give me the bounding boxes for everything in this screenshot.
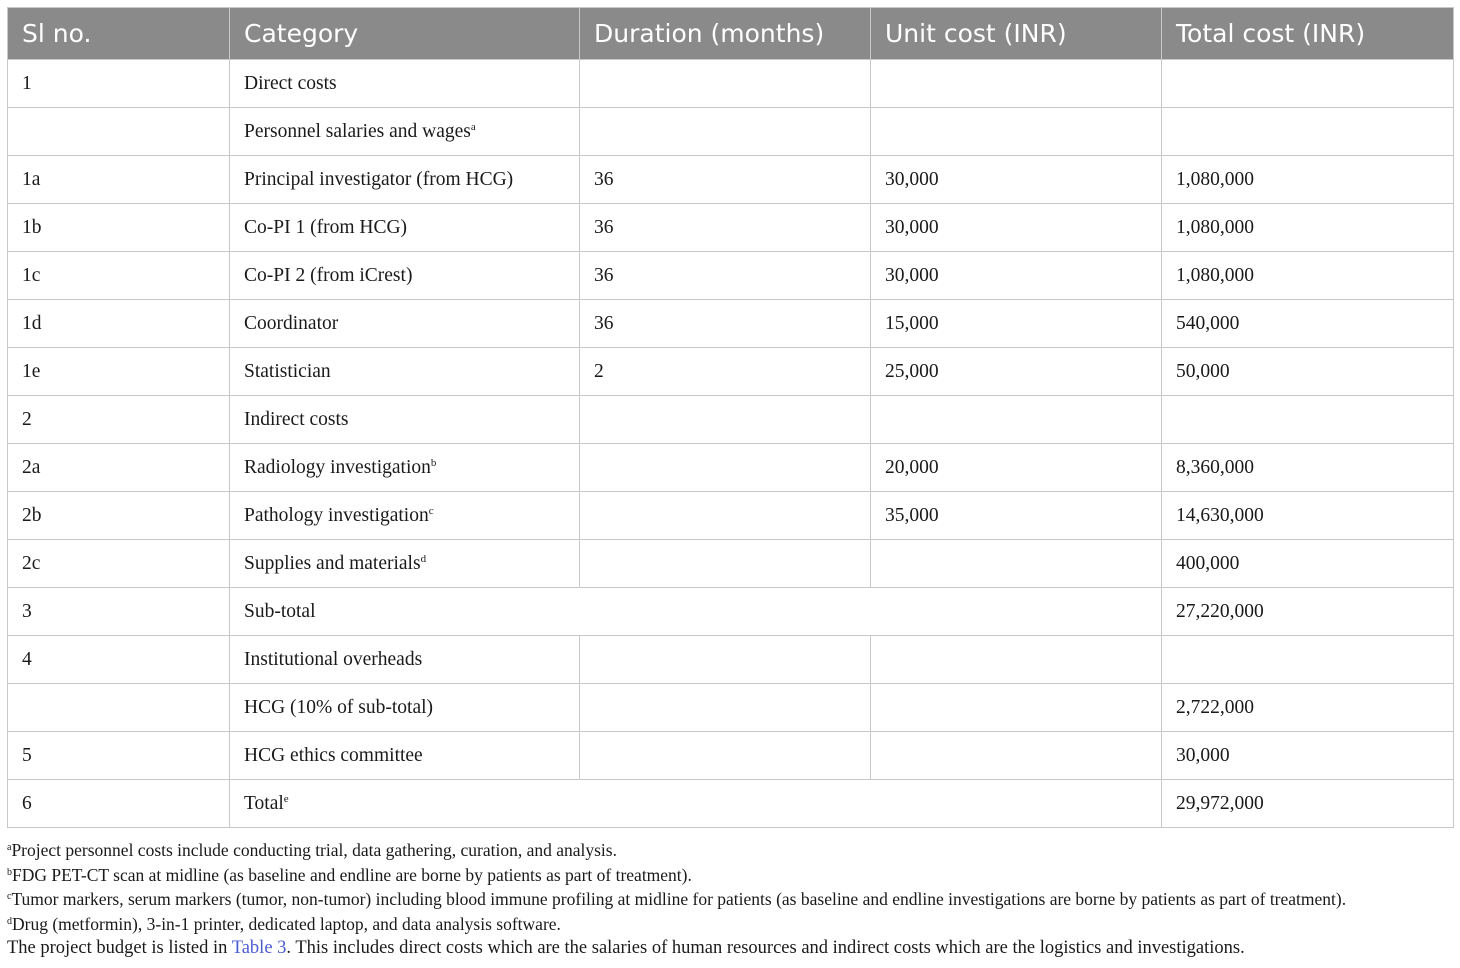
table-row bbox=[8, 108, 1454, 156]
cell-unit-cost bbox=[871, 732, 1162, 780]
cell-sl-no: 2c bbox=[8, 540, 230, 588]
cell-duration: 2 bbox=[580, 348, 871, 396]
cell-duration bbox=[580, 732, 871, 780]
cell-sl-no: 2 bbox=[8, 396, 230, 444]
footnote-text: Drug (metformin), 3-in-1 printer, dedicated laptop, and data analysis software. bbox=[12, 913, 561, 934]
budget-table bbox=[7, 7, 1454, 828]
category-text: HCG (10% of sub-total) bbox=[244, 696, 434, 718]
category-text: Coordinator bbox=[244, 312, 339, 334]
footnote-text: FDG PET-CT scan at midline (as baseline and endline are borne by patients as part of treatment). bbox=[12, 864, 692, 885]
table-row bbox=[8, 540, 1454, 588]
cell-sl-no bbox=[8, 684, 230, 732]
table-header-row bbox=[8, 8, 1454, 60]
header-duration: Duration (months) bbox=[580, 8, 871, 60]
footnote-marker: a bbox=[470, 120, 476, 133]
category-text: Co-PI 1 (from HCG) bbox=[244, 216, 408, 238]
cell-category bbox=[230, 396, 580, 444]
table-body bbox=[8, 60, 1454, 828]
header-unit-cost: Unit cost (INR) bbox=[871, 8, 1162, 60]
footnote-text: Project personnel costs include conducting trial, data gathering, curation, and analysis. bbox=[11, 840, 617, 860]
category-text: Sub-total bbox=[244, 600, 316, 622]
cell-sl-no: 1a bbox=[8, 156, 230, 204]
category-text: Personnel salaries and wages bbox=[244, 120, 471, 142]
cell-total-cost: 27,220,000 bbox=[1162, 588, 1454, 636]
footnote-marker: d bbox=[420, 552, 427, 565]
cell-total-cost bbox=[1162, 108, 1454, 156]
cell-unit-cost bbox=[871, 684, 1162, 732]
table-row bbox=[8, 444, 1454, 492]
footnote-mark: d bbox=[7, 915, 12, 927]
cell-sl-no bbox=[8, 108, 230, 156]
cell-duration bbox=[580, 636, 871, 684]
cell-unit-cost bbox=[871, 636, 1162, 684]
table-row bbox=[8, 780, 1454, 828]
cell-sl-no: 2b bbox=[8, 492, 230, 540]
cell-sl-no: 2a bbox=[8, 444, 230, 492]
cell-duration: 36 bbox=[580, 156, 871, 204]
cell-category bbox=[230, 348, 580, 396]
cell-duration bbox=[580, 684, 871, 732]
table-row bbox=[8, 60, 1454, 108]
cell-total-cost: 1,080,000 bbox=[1162, 204, 1454, 252]
cell-sl-no: 6 bbox=[8, 780, 230, 828]
category-text: Direct costs bbox=[244, 72, 337, 94]
category-text: Co-PI 2 (from iCrest) bbox=[244, 264, 413, 286]
footnote-text: Tumor markers, serum markers (tumor, non-tumor) including blood immune profiling at midline for patients (as baseline and endline investigations are borne by patients as part of treatment). bbox=[11, 889, 1347, 910]
table-row bbox=[8, 636, 1454, 684]
cell-duration bbox=[580, 396, 871, 444]
cell-total-cost: 50,000 bbox=[1162, 348, 1454, 396]
cell-category bbox=[230, 108, 580, 156]
cell-total-cost: 1,080,000 bbox=[1162, 252, 1454, 300]
cell-total-cost: 400,000 bbox=[1162, 540, 1454, 588]
footnote-marker: b bbox=[430, 456, 437, 469]
category-text: Total bbox=[244, 792, 284, 814]
cell-unit-cost: 15,000 bbox=[871, 300, 1162, 348]
cell-total-cost bbox=[1162, 60, 1454, 108]
cell-total-cost: 8,360,000 bbox=[1162, 444, 1454, 492]
category-text: HCG ethics committee bbox=[244, 744, 423, 766]
table-row bbox=[8, 492, 1454, 540]
table-row bbox=[8, 204, 1454, 252]
cell-unit-cost: 25,000 bbox=[871, 348, 1162, 396]
cell-total-cost bbox=[1162, 396, 1454, 444]
cell-sl-no: 1b bbox=[8, 204, 230, 252]
header-category: Category bbox=[230, 8, 580, 60]
cell-category bbox=[230, 156, 580, 204]
cell-total-cost: 540,000 bbox=[1162, 300, 1454, 348]
footnote bbox=[7, 863, 1453, 888]
cell-duration: 36 bbox=[580, 252, 871, 300]
cell-sl-no: 1d bbox=[8, 300, 230, 348]
cell-sl-no: 4 bbox=[8, 636, 230, 684]
footnote-mark: c bbox=[7, 891, 12, 903]
cell-total-cost: 30,000 bbox=[1162, 732, 1454, 780]
cell-category bbox=[230, 252, 580, 300]
footnote-mark: b bbox=[7, 866, 12, 878]
cell-unit-cost: 20,000 bbox=[871, 444, 1162, 492]
cell-total-cost: 2,722,000 bbox=[1162, 684, 1454, 732]
cell-unit-cost bbox=[871, 60, 1162, 108]
header-total-cost: Total cost (INR) bbox=[1162, 8, 1454, 60]
cell-category bbox=[230, 636, 580, 684]
cell-category bbox=[230, 684, 580, 732]
cell-total-cost: 14,630,000 bbox=[1162, 492, 1454, 540]
table-footnotes bbox=[7, 838, 1453, 961]
cell-sl-no: 1 bbox=[8, 60, 230, 108]
cell-category bbox=[230, 204, 580, 252]
cell-sl-no: 1e bbox=[8, 348, 230, 396]
cell-duration bbox=[580, 60, 871, 108]
category-text: Statistician bbox=[244, 360, 331, 382]
cell-category bbox=[230, 588, 1162, 636]
cell-category bbox=[230, 540, 580, 588]
footnote-marker: c bbox=[428, 504, 434, 517]
table-row bbox=[8, 588, 1454, 636]
category-text: Indirect costs bbox=[244, 408, 349, 430]
body-paragraph bbox=[7, 936, 1453, 961]
cell-unit-cost: 30,000 bbox=[871, 204, 1162, 252]
cell-category bbox=[230, 444, 580, 492]
table-row bbox=[8, 252, 1454, 300]
table-row bbox=[8, 156, 1454, 204]
cell-category bbox=[230, 780, 1162, 828]
cell-unit-cost bbox=[871, 108, 1162, 156]
table-row bbox=[8, 300, 1454, 348]
cell-duration: 36 bbox=[580, 300, 871, 348]
cell-category bbox=[230, 732, 580, 780]
cell-category bbox=[230, 60, 580, 108]
cell-unit-cost bbox=[871, 540, 1162, 588]
cell-unit-cost bbox=[871, 396, 1162, 444]
footnote bbox=[7, 887, 1453, 912]
cell-sl-no: 1c bbox=[8, 252, 230, 300]
footnote bbox=[7, 838, 1453, 863]
category-text: Principal investigator (from HCG) bbox=[244, 168, 514, 190]
table-row bbox=[8, 732, 1454, 780]
cell-total-cost bbox=[1162, 636, 1454, 684]
cell-sl-no: 5 bbox=[8, 732, 230, 780]
cell-total-cost: 1,080,000 bbox=[1162, 156, 1454, 204]
header-sl-no: Sl no. bbox=[8, 8, 230, 60]
budget-table-container bbox=[7, 7, 1453, 828]
table-row bbox=[8, 348, 1454, 396]
paragraph-text: . This includes direct costs which are the salaries of human resources and indirect costs which are the logistics and investigations. bbox=[286, 938, 1245, 959]
cell-category bbox=[230, 300, 580, 348]
cell-unit-cost: 30,000 bbox=[871, 252, 1162, 300]
category-text: Institutional overheads bbox=[244, 648, 423, 670]
category-text: Supplies and materials bbox=[244, 552, 421, 574]
category-text: Pathology investigation bbox=[244, 504, 429, 526]
table-row bbox=[8, 684, 1454, 732]
footnote bbox=[7, 912, 1453, 937]
cell-duration bbox=[580, 540, 871, 588]
footnote-marker: e bbox=[283, 792, 289, 805]
cell-unit-cost: 35,000 bbox=[871, 492, 1162, 540]
paragraph-text: The project budget is listed in bbox=[7, 938, 232, 959]
cell-unit-cost: 30,000 bbox=[871, 156, 1162, 204]
cell-total-cost: 29,972,000 bbox=[1162, 780, 1454, 828]
table-row bbox=[8, 396, 1454, 444]
cell-duration bbox=[580, 108, 871, 156]
cell-duration bbox=[580, 444, 871, 492]
cell-duration: 36 bbox=[580, 204, 871, 252]
cell-category bbox=[230, 492, 580, 540]
footnote-mark: a bbox=[7, 842, 12, 853]
cell-duration bbox=[580, 492, 871, 540]
cell-sl-no: 3 bbox=[8, 588, 230, 636]
category-text: Radiology investigation bbox=[244, 456, 431, 478]
table-reference-link[interactable]: Table 3 bbox=[231, 938, 287, 959]
